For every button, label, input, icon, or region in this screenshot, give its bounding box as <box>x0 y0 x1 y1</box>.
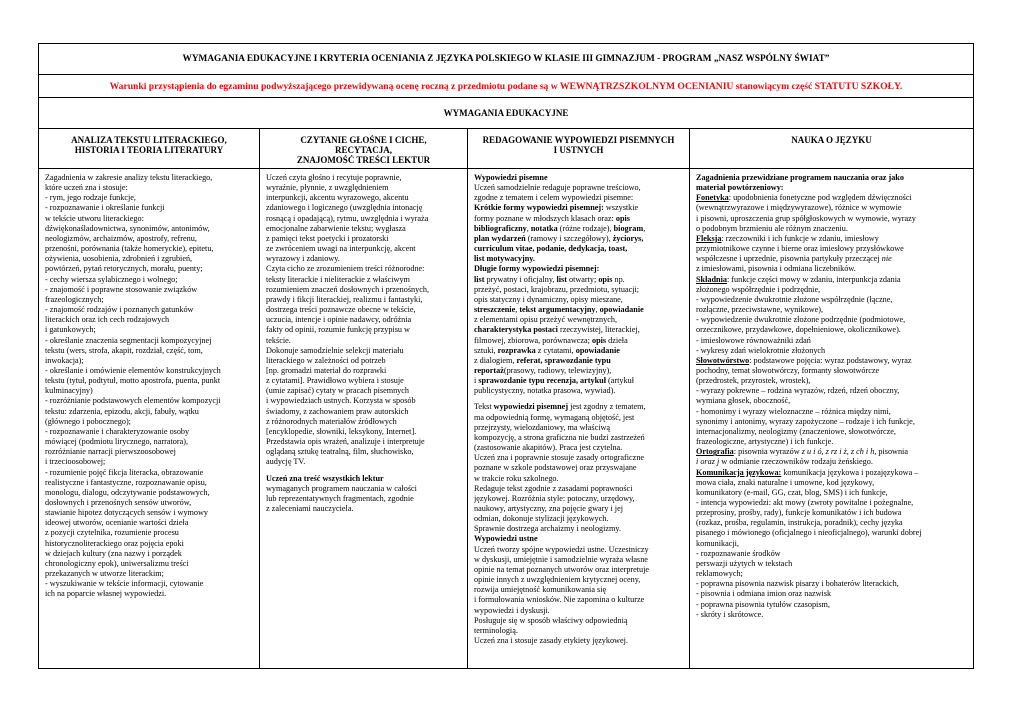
text-line: Uczeń czyta głośno i recytuje poprawnie, <box>266 173 402 182</box>
text-line: i trzecioosobowej; <box>45 457 106 467</box>
text-line: rozróżnianie narracji pierwszoosobowej <box>45 447 176 457</box>
text-line: przekazanych w utworze literackim; <box>45 569 164 579</box>
text-line: (głównego i pobocznego); <box>45 416 131 426</box>
text-line: z zaleceniami nauczyciela. <box>266 504 354 513</box>
text-line: mówiącej (podmiotu lirycznego, narratora), <box>45 437 188 447</box>
text-line: - określanie znaczenia segmentacji kompozycyjnej <box>45 335 212 345</box>
text-line: inwokacja); <box>45 355 84 365</box>
text-line: oglądaną sztukę teatralną, film, słuchowisko, <box>266 447 414 457</box>
text-line: ze zwróceniem uwagi na interpunkcję, akcent <box>266 244 416 254</box>
text-line: z pamięci tekst poetycki i prozatorski <box>266 233 389 243</box>
text-line: realistyczne i fantastyczne, rozpoznawanie opisu, <box>45 477 207 487</box>
column-header-reading: CZYTANIE GŁOŚNE I CICHE, RECYTACJA, ZNAJOMOŚĆ TREŚCI LEKTUR <box>260 129 468 169</box>
analysis-text <box>45 173 255 600</box>
text-line: neologizmów, archaizmów, apostrofy, refrenu, <box>45 233 197 243</box>
text-line: - rozumienie pojęć fikcja literacka, obrazowanie <box>45 467 204 477</box>
requirements-table <box>38 43 974 669</box>
text-line: rosnącą i opadającą), rytmu, uwzględnia i wyraża <box>266 213 429 223</box>
text-line: ich na poparcie własnej wypowiedzi. <box>45 589 167 599</box>
text-line: - rozróżnianie podstawowych elementów kompozycji <box>45 396 221 406</box>
text-line: z cytatami]. Prawidłowo wybiera i stosuje <box>266 376 404 386</box>
text-line: historycznoliterackiego oraz pojęcia epoki <box>45 538 184 548</box>
text-line: które uczeń zna i stosuje: <box>45 183 128 193</box>
document-title: WYMAGANIA EDUKACYJNE I KRYTERIA OCENIANIA Z JĘZYKA POLSKIEGO W KLASIE III GIMNAZJUM - PROGRAM „NASZ WSPÓLNY ŚWIAT” <box>39 44 974 75</box>
reading-text <box>266 173 463 468</box>
text-line: przenośni, porównania (także homeryckie), epitetu, <box>45 244 214 254</box>
text-line: dźwiękonaśladownictwa, synonimów, antonimów, <box>45 223 210 233</box>
text-line: - rozpoznawanie i charakteryzowanie osoby <box>45 426 190 436</box>
text-line: - rozpoznawanie i określanie funkcji <box>45 203 165 213</box>
text-line: interpunkcji, akcentu wyrazowego, akcentu <box>266 193 409 203</box>
text-line: Czyta cicho ze zrozumieniem treści różnorodne: <box>266 264 425 274</box>
language-text: Zagadnienia przewidziane programem nauczania oraz jako materiał powtórzeniowy: Fonetyka: upodobnienia fonetyczne pod względem dźwięczności (wewnątrzwyrazowe i międzywyrazowe), różnice w wymowie i pisowni, uproszczenia grup spółgłoskowych w wymowie, wyrazy o podobnym brzmieniu ale różnym znaczeniu. Fleksja: rzeczowniki i ich funkcje w zdaniu, imiesłowy przymiotnikowe czynne i bierne oraz imiesłowy przysłówkowe współczesne i uprzednie, pisownia partykuły przeczącej nie z imiesłowami, pisownia i odmiana liczebników. Składnia: funkcje części mowy w zdaniu, interpunkcja zdania złożonego współrzędnie i podrzędnie, - wypowiedzenie dwukrotnie złożone współrzędnie (łączne, rozłączne, przeciwstawne, wynikowe), - wypowiedzenie dwukrotnie złożone podrzędnie (podmiotowe, orzecznikowe, przydawkowe, dopełnieniowe, okolicznikowe). - imiesłowowe równoważniki zdań - wykresy zdań wielokrotnie złożonych Słowotwórstwo: podstawowe pojęcia: wyraz podstawowy, wyraz pochodny, temat słowotwórczy, formanty słowotwórcze (przedrostek, przyrostek, wrostek), - wyrazy pokrewne – rodzina wyrazów, rdzeń, rdzeń oboczny, wymiana głosek, oboczność, - homonimy i wyrazy wieloznaczne – różnica między nimi, synonimy i antonimy, wyrazy zapożyczone – rodzaje i ich funkcje, internacjonalizmy, neologizmy (znaczeniowe, słowotwórcze, frazeologiczne, artystyczne) i ich funkcje. Ortografia: pisownia wyrazów z u i ó, z rz i ż, z ch i h, pisownia i oraz j w odmianie rzeczowników rodzaju żeńskiego. Komunikacja językowa: komunikacja językowa i pozajęzykowa – mowa ciała, znaki naturalne i umowne, kod językowy, komunikatory (e-mail, GG, czat, blog, SMS) i ich funkcje, - intencja wypowiedzi: akt mowy (zwroty powitalne i pożegnalne, przeprosiny, prośby, rady), funkcje komunikatów i ich budowa (rozkaz, prośba, regulamin, instrukcja, poradnik), cechy języka pisanego i mówionego (oficjalnego i nieoficjalnego), warunki dobrej komunikacji, - rozpoznawanie środków perswazji użytych w tekstach reklamowych; - poprawna pisownia nazwisk pisarzy i bohaterów literackich, - pisownia i odmiana imion oraz nazwisk - poprawna pisownia tytułów czasopism, - skróty i skrótowce. <box>696 173 922 619</box>
writing-text: Wypowiedzi pisemne Uczeń samodzielnie redaguje poprawne treściowo, zgodne z tematem i celem wypowiedzi pisemne: Krótkie formy wypowiedzi pisemnej: wszystkie formy poznane w młodszych klasach oraz: opis bibliograficzny, notatka (różne rodzaje), biogram, plan wydarzeń (ramowy i szczegółowy), życiorys, curriculum vitae, podanie, dedykacja, toast, list motywacyjny. Długie formy wypowiedzi pisemnej: list prywatny i oficjalny, list otwarty; opis np. przeżyć, postaci, krajobrazu, przedmiotu, sytuacji; opis statyczny i dynamiczny, opisy mieszane, streszczenie, tekst argumentacyjny, opowiadanie z elementami opisu przeżyć wewnętrznych, charakterystyka postaci rzeczywistej, literackiej, filmowej, zbiorowa, porównawcza; opis dzieła sztuki, rozprawka z cytatami, opowiadanie z dialogiem, referat, sprawozdanie typu reportaż(prasowy, radiowy, telewizyjny), i sprawozdanie typu recenzja, artykuł (artykuł publicystyczny, notatka prasowa, wywiad). Tekst wypowiedzi pisemnej jest zgodny z tematem, ma odpowiednią formę, wymaganą objętość, jest przejrzysty, wielozdaniowy, ma właściwą kompozycję, a strona graficzna nie budzi zastrzeżeń (zastosowanie akapitów). Praca jest czytelna. Uczeń zna i poprawnie stosuje zasady ortograficzne poznane w szkole podstawowej oraz przyswajane w trakcie roku szkolnego. Redaguje tekst zgodnie z zasadami poprawności językowej. Rozróżnia style: potoczny, urzędowy, naukowy, artystyczny, zna pojęcie gwary i jej odmian, dokonuje stylizacji językowych. Sprawnie dostrzega archaizmy i neologizmy. Wypowiedzi ustne Uczeń tworzy spójne wypowiedzi ustne. Uczestniczy w dyskusji, umiejętnie i samodzielnie wyraża własne opinie na temat poznanych utworów oraz interpretuje opinie innych z uwzględnieniem krytycznej oceny, rozwija umiejętność komunikowania się i formułowania wniosków. Nie zapomina o kulturze wypowiedzi i dyskusji. Posługuje się w sposób właściwy odpowiednią terminologią. Uczeń zna i stosuje zasady etykiety językowej. <box>474 173 650 646</box>
text-line: teksty literackie i nieliterackie z właściwym <box>266 274 410 284</box>
text-line: kulminacyjny) <box>45 386 93 396</box>
text-line: wyrazowy i zdaniowy. <box>266 254 340 264</box>
text-line: dosłownych i przenośnych sensów utworów, <box>45 498 192 507</box>
text-line: tekstu (tytuł, podtytuł, motto apostrofa, puenta, punkt <box>45 376 221 386</box>
text-line: - znajomość i poprawne stosowanie związków <box>45 284 198 294</box>
exam-conditions-note: Warunki przystąpienia do egzaminu podwyższającego przewidywaną ocenę roczną z przedmiotu podane są w WEWNĄTRZSZKOLNYM OCENIANIU stanowiącym część STATUTU SZKOŁY. <box>39 75 974 98</box>
column-language-content <box>690 169 974 669</box>
text-line: - rym, jego rodzaje funkcje, <box>45 193 136 203</box>
text-line: w tekście utworu literackiego: <box>45 213 144 223</box>
text-line: fakty od opinii, rozumie funkcję przypisu w <box>266 325 410 335</box>
text-line: wyraźnie, płynnie, z uwzględnieniem <box>266 183 389 193</box>
text-line: literackich oraz ich cech rodzajowych <box>45 315 170 325</box>
text-line: frazeologicznych; <box>45 294 104 304</box>
text-line: tekście. <box>266 335 291 345</box>
text-line: z różnorodnych materiałów źródłowych <box>266 416 397 426</box>
text-line: lub reprezentatywnych fragmentach, zgodnie <box>266 493 414 503</box>
text-line: świadomy, z zachowaniem praw autorskich <box>266 406 409 416</box>
text-line: tekstu (wers, strofa, akapit, rozdział, część, tom, <box>45 345 203 355</box>
text-line: rozumieniem znaczeń dosłownych i przenośnych, <box>266 284 430 294</box>
text-line: wymaganych programem nauczania w całości <box>266 483 417 493</box>
text-line: prawdy i fikcji literackiej, realizmu i fantastyki, <box>266 294 423 304</box>
text-line: powtórzeń, pytań retorycznych, morału, puenty; <box>45 264 203 274</box>
text-line: [encyklopedie, słowniki, leksykony, Internet]. <box>266 426 417 436</box>
text-line: literackiego w zależności od potrzeb <box>266 355 386 365</box>
text-line: Zagadnienia w zakresie analizy tekstu literackiego, <box>45 173 213 182</box>
document-page <box>38 43 972 669</box>
text-line: i wypowiedziach ustnych. Korzysta w sposób <box>266 396 416 406</box>
text-line: dostrzega treści poznawcze obecne w tekście, <box>266 305 416 315</box>
text-line: tekstu: zdarzenia, epizodu, akcji, fabuły, wątku <box>45 406 199 416</box>
text-line: zdaniowego i logicznego (uwzględnia intonację <box>266 203 423 213</box>
text-line: Dokonuje samodzielnie selekcji materiału <box>266 345 404 355</box>
text-line: uczucia, intencje i opinie nadawcy, odróżnia <box>266 315 412 325</box>
text-line: chronologiczny epok), uniwersalizmu treści <box>45 558 189 568</box>
column-header-analysis: ANALIZA TEKSTU LITERACKIEGO, HISTORIA I TEORIA LITERATURY <box>39 129 260 169</box>
column-header-writing: REDAGOWANIE WYPOWIEDZI PISEMNYCH I USTNYCH <box>468 129 690 169</box>
column-reading-content <box>260 169 468 669</box>
text-line: [np. gromadzi materiał do rozprawki <box>266 365 387 375</box>
lectures-title: Uczeń zna treść wszystkich lektur <box>266 473 384 483</box>
text-line: Przedstawia opis wrażeń, analizuje i interpretuje <box>266 437 425 447</box>
text-line: - określanie i omówienie elementów konstrukcyjnych <box>45 365 221 375</box>
text-line: - wyszukiwanie w tekście informacji, cytowanie <box>45 579 204 589</box>
text-line: stawianie hipotez dotyczących sensów i wymowy <box>45 508 209 518</box>
text-line: - cechy wiersza sylabicznego i wolnego; <box>45 274 178 284</box>
text-line: - znajomość rodzajów i poznanych gatunków <box>45 305 194 315</box>
section-heading: WYMAGANIA EDUKACYJNE <box>39 98 974 129</box>
column-writing-content <box>468 169 690 669</box>
column-header-language: NAUKA O JĘZYKU <box>690 129 974 169</box>
text-line: ideowej utworów, ocenianie wartości dzieła <box>45 518 189 528</box>
text-line: emocjonalne zabarwienie tekstu; wygłasza <box>266 223 406 233</box>
column-analysis-content <box>39 169 260 669</box>
text-line: z pozycji czytelnika, rozumienie procesu <box>45 528 179 538</box>
text-line: w dziejach kultury (zna nazwy i porządek <box>45 548 182 558</box>
text-line: i gatunkowych; <box>45 325 96 335</box>
text-line: monologu, dialogu, odczytywanie podstawowych, <box>45 487 210 497</box>
text-line: (umie zapisać) cytaty w pracach pisemnych <box>266 386 409 396</box>
text-line: ożywienia, uosobienia, zdrobnień i zgrubień, <box>45 254 193 264</box>
text-line: audycję TV. <box>266 457 306 467</box>
lectures-text <box>266 484 463 514</box>
